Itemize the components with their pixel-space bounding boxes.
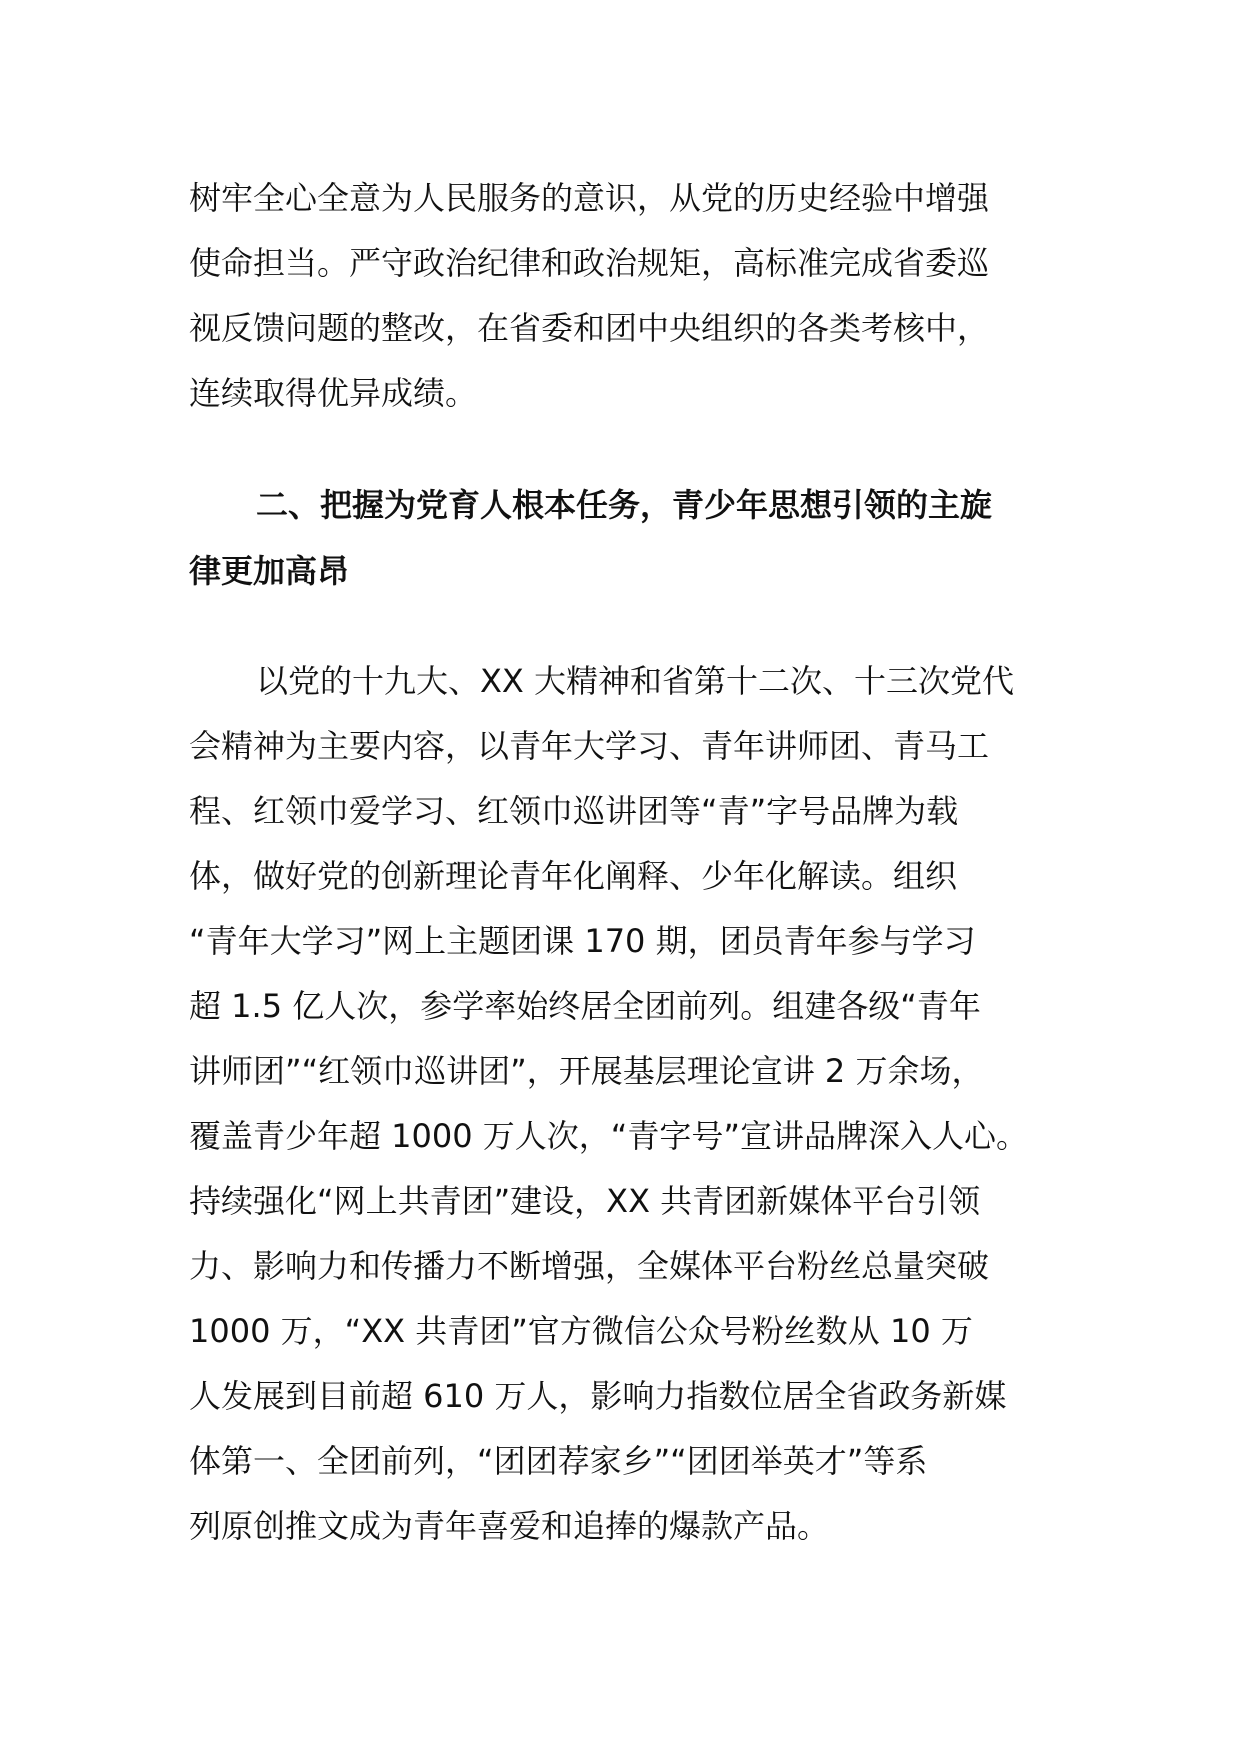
paragraph-2-line-8: 覆盖青少年超 1000 万人次，“青字号”宣讲品牌深入人心。 — [189, 1117, 1028, 1155]
paragraph-1-line-4: 连续取得优异成绩。 — [189, 374, 478, 412]
paragraph-2-line-5: “青年大学习”网上主题团课 170 期，团员青年参与学习 — [189, 922, 976, 960]
section-heading-line-1: 二、把握为党育人根本任务，青少年思想引领的主旋 — [256, 486, 993, 524]
paragraph-2-line-10: 力、影响力和传播力不断增强，全媒体平台粉丝总量突破 — [189, 1247, 990, 1285]
paragraph-1-line-3: 视反馈问题的整改，在省委和团中央组织的各类考核中， — [189, 309, 990, 347]
paragraph-2-line-7: 讲师团”“红领巾巡讲团”，开展基层理论宣讲 2 万余场， — [189, 1052, 984, 1090]
paragraph-1-line-1: 树牢全心全意为人民服务的意识，从党的历史经验中增强 — [189, 179, 990, 217]
paragraph-2-line-3: 程、红领巾爱学习、红领巾巡讲团等“青”字号品牌为载 — [189, 792, 959, 830]
paragraph-2-line-1: 以党的十九大、XX 大精神和省第十二次、十三次党代 — [256, 662, 1015, 700]
paragraph-2-line-9: 持续强化“网上共青团”建设，XX 共青团新媒体平台引领 — [189, 1182, 981, 1220]
paragraph-2-line-6: 超 1.5 亿人次，参学率始终居全团前列。组建各级“青年 — [189, 987, 981, 1025]
paragraph-2-line-2: 会精神为主要内容，以青年大学习、青年讲师团、青马工 — [189, 727, 990, 765]
paragraph-2-line-11: 1000 万，“XX 共青团”官方微信公众号粉丝数从 10 万 — [189, 1312, 973, 1350]
section-heading-line-2: 律更加高昂 — [189, 552, 350, 590]
paragraph-2-line-14: 列原创推文成为青年喜爱和追捧的爆款产品。 — [189, 1507, 830, 1545]
paragraph-2-line-12: 人发展到目前超 610 万人，影响力指数位居全省政务新媒 — [189, 1377, 1007, 1415]
paragraph-1-line-2: 使命担当。严守政治纪律和政治规矩，高标准完成省委巡 — [189, 244, 990, 282]
paragraph-2-line-13: 体第一、全团前列，“团团荐家乡”“团团举英才”等系 — [189, 1442, 928, 1480]
paragraph-2-line-4: 体，做好党的创新理论青年化阐释、少年化解读。组织 — [189, 857, 958, 895]
